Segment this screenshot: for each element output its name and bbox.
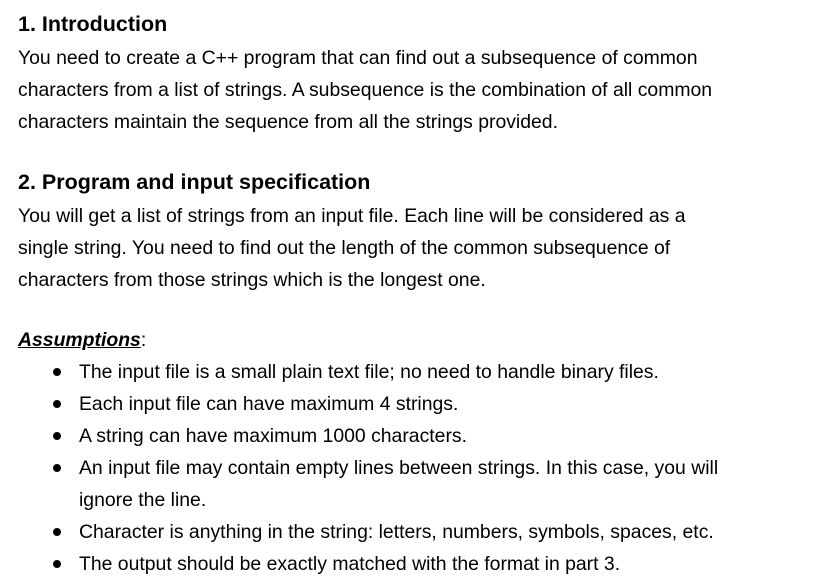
- list-item-text: ignore the line.: [79, 489, 207, 511]
- list-item: [18, 452, 718, 516]
- paragraph-line: You need to create a C++ program that can find out a subsequence of common: [18, 47, 698, 69]
- paragraph-line: characters maintain the sequence from all the strings provided.: [18, 111, 558, 133]
- paragraph-line: characters from a list of strings. A subsequence is the combination of all common: [18, 79, 713, 101]
- list-item: [18, 548, 718, 580]
- list-item-text: An input file may contain empty lines between strings. In this case, you will: [79, 457, 719, 479]
- list-item: [18, 420, 718, 452]
- assumptions-label: Assumptions: [18, 329, 141, 351]
- list-item: [18, 516, 718, 548]
- paragraph-line: characters from those strings which is the longest one.: [18, 269, 486, 291]
- bullet-icon: [53, 400, 61, 408]
- program-spec-paragraph: [18, 200, 686, 296]
- list-item: [18, 388, 718, 420]
- assumptions-list: [18, 356, 718, 580]
- list-item: [18, 356, 718, 388]
- paragraph-line: single string. You need to find out the length of the common subsequence of: [18, 237, 671, 259]
- list-item-text: A string can have maximum 1000 characters.: [79, 425, 467, 447]
- bullet-icon: [53, 368, 61, 376]
- list-item-text: Character is anything in the string: letters, numbers, symbols, spaces, etc.: [79, 521, 714, 543]
- paragraph-line: You will get a list of strings from an input file. Each line will be considered as a: [18, 205, 686, 227]
- section-heading-introduction: 1. Introduction: [18, 12, 168, 36]
- section-heading-program-spec: 2. Program and input specification: [18, 170, 371, 194]
- list-item-text: Each input file can have maximum 4 strings.: [79, 393, 459, 415]
- introduction-paragraph: [18, 42, 712, 138]
- bullet-icon: [53, 464, 61, 472]
- list-item-text: The input file is a small plain text file; no need to handle binary files.: [79, 361, 659, 383]
- assumptions-heading: [18, 326, 146, 354]
- bullet-icon: [53, 432, 61, 440]
- assumptions-colon: :: [140, 329, 147, 351]
- list-item-text: The output should be exactly matched with the format in part 3.: [79, 553, 621, 575]
- bullet-icon: [53, 528, 61, 536]
- bullet-icon: [53, 560, 61, 568]
